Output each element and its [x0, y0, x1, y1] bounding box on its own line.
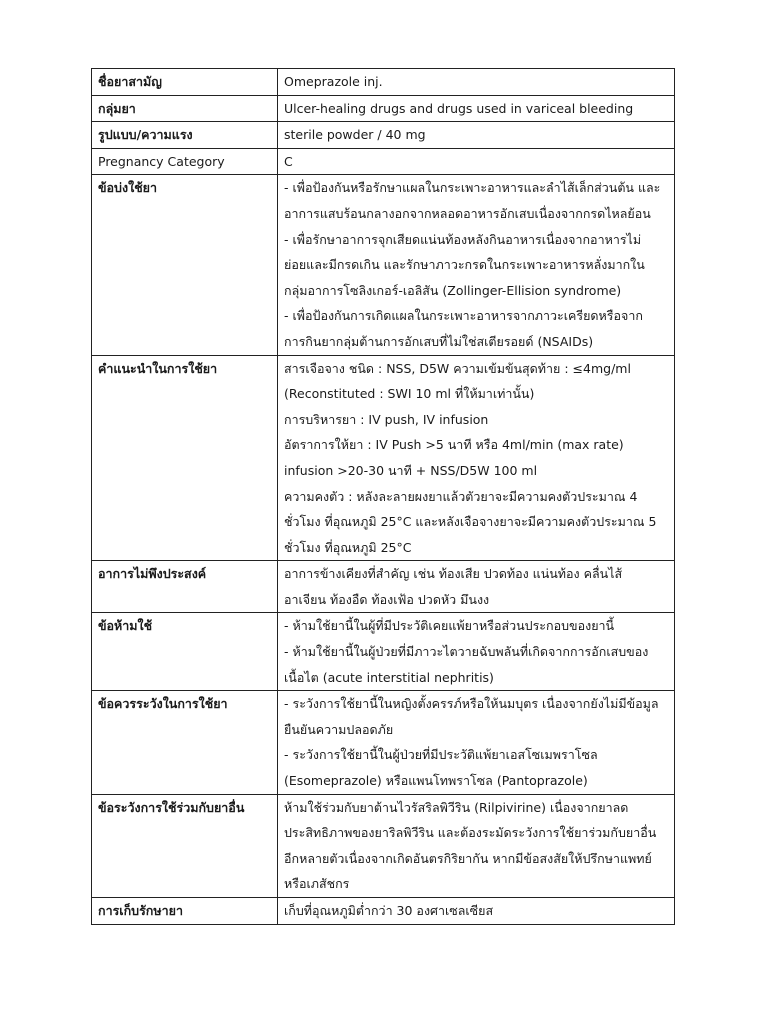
row-label: กลุ่มยา — [92, 95, 278, 122]
row-value — [278, 561, 675, 613]
row-label: ชื่อยาสามัญ — [92, 69, 278, 96]
value-line: (Esomeprazole) หรือแพนโทพราโซล (Pantoprazole) — [284, 773, 588, 789]
value-line: Omeprazole inj. — [284, 74, 383, 89]
value-line: อาการแสบร้อนกลางอกจากหลอดอาหารอักเสบเนื่องจากกรดไหลย้อน — [284, 205, 651, 221]
row-value — [278, 69, 675, 96]
value-line: เนื้อไต (acute interstitial nephritis) — [284, 669, 494, 685]
value-line: ชั่วโมง ที่อุณหภูมิ 25°C — [284, 539, 412, 555]
value-line: ยืนยันความปลอดภัย — [284, 721, 394, 737]
table-row — [92, 691, 675, 794]
row-label: ข้อระวังการใช้ร่วมกับยาอื่น — [92, 794, 278, 897]
table-row — [92, 561, 675, 613]
value-line: - ห้ามใช้ยานี้ในผู้ที่มีประวัติเคยแพ้ยาหรือส่วนประกอบของยานี้ — [284, 618, 615, 634]
table-row — [92, 95, 675, 122]
row-label: ข้อบ่งใช้ยา — [92, 175, 278, 355]
value-line: เก็บที่อุณหภูมิต่ำกว่า 30 องศาเซลเซียส — [284, 903, 494, 918]
value-line: การกินยากลุ่มต้านการอักเสบที่ไม่ใช่สเตียรอยด์ (NSAIDs) — [284, 333, 594, 349]
drug-info-table-body — [92, 69, 675, 925]
value-line: ความคงตัว : หลังละลายผงยาแล้วตัวยาจะมีความคงตัวประมาณ 4 — [284, 488, 638, 504]
row-label: ข้อห้ามใช้ — [92, 613, 278, 691]
value-line: infusion >20-30 นาที + NSS/D5W 100 ml — [284, 462, 538, 478]
value-line: อาการข้างเคียงที่สำคัญ เช่น ท้องเสีย ปวดท้อง แน่นท้อง คลื่นไส้ — [284, 566, 623, 582]
row-label: รูปแบบ/ความแรง — [92, 122, 278, 149]
value-line: - ห้ามใช้ยานี้ในผู้ป่วยที่มีภาวะไตวายฉับพลันที่เกิดจากการอักเสบของ — [284, 644, 649, 660]
value-line: หรือเภสัชกร — [284, 876, 350, 892]
value-line: Ulcer-healing drugs and drugs used in variceal bleeding — [284, 100, 634, 116]
row-label: ข้อควรระวังในการใช้ยา — [92, 691, 278, 794]
row-value — [278, 691, 675, 794]
value-line: - เพื่อป้องกันการเกิดแผลในกระเพาะอาหารจากภาวะเครียดหรือจาก — [284, 308, 643, 324]
row-value — [278, 898, 675, 925]
row-value — [278, 355, 675, 561]
row-value — [278, 613, 675, 691]
value-line: กลุ่มอาการโซลิงเกอร์-เอลิสัน (Zollinger-Ellision syndrome) — [284, 282, 622, 298]
row-value — [278, 122, 675, 149]
value-line: อัตราการให้ยา : IV Push >5 นาที หรือ 4ml/min (max rate) — [284, 437, 624, 453]
table-row — [92, 122, 675, 149]
value-line: สารเจือจาง ชนิด : NSS, D5W ความเข้มข้นสุดท้าย : ≤4mg/ml — [284, 360, 631, 376]
value-line: C — [284, 153, 293, 169]
row-value — [278, 794, 675, 897]
drug-info-table — [91, 68, 675, 925]
row-value — [278, 175, 675, 355]
table-row — [92, 794, 675, 897]
table-row — [92, 898, 675, 925]
value-line: ย่อยและมีกรดเกิน และรักษาภาวะกรดในกระเพาะอาหารหลั่งมากใน — [284, 257, 645, 273]
table-row — [92, 355, 675, 561]
value-line: การบริหารยา : IV push, IV infusion — [284, 411, 489, 427]
value-line: อีกหลายตัวเนื่องจากเกิดอันตรกิริยากัน หากมีข้อสงสัยให้ปรึกษาแพทย์ — [284, 850, 652, 866]
table-row — [92, 175, 675, 355]
value-line: - ระวังการใช้ยานี้ในผู้ป่วยที่มีประวัติแพ้ยาเอสโซเมพราโซล — [284, 747, 598, 763]
row-label: อาการไม่พึงประสงค์ — [92, 561, 278, 613]
value-line: ห้ามใช้ร่วมกับยาต้านไวรัสริลพิวีริน (Rilpivirine) เนื่องจากยาลด — [284, 799, 629, 815]
value-line: อาเจียน ท้องอืด ท้องเฟ้อ ปวดหัว มึนงง — [284, 591, 490, 607]
table-row — [92, 613, 675, 691]
value-line: ชั่วโมง ที่อุณหภูมิ 25°C และหลังเจือจางยาจะมีความคงตัวประมาณ 5 — [284, 514, 657, 530]
value-line: - เพื่อป้องกันหรือรักษาแผลในกระเพาะอาหารและลำไส้เล็กส่วนต้น และ — [284, 180, 661, 196]
value-line: sterile powder / 40 mg — [284, 127, 426, 143]
value-line: - เพื่อรักษาอาการจุกเสียดแน่นท้องหลังกินอาหารเนื่องจากอาหารไม่ — [284, 231, 642, 247]
row-label: การเก็บรักษายา — [92, 898, 278, 925]
value-line: - ระวังการใช้ยานี้ในหญิงตั้งครรภ์หรือให้นมบุตร เนื่องจากยังไม่มีข้อมูล — [284, 696, 659, 712]
row-value — [278, 95, 675, 122]
value-line: (Reconstituted : SWI 10 ml ที่ให้มาเท่านั้น) — [284, 386, 535, 402]
table-row — [92, 148, 675, 175]
row-label: คำแนะนำในการใช้ยา — [92, 355, 278, 561]
value-line: ประสิทธิภาพของยาริลพิวีริน และต้องระมัดระวังการใช้ยาร่วมกับยาอื่น — [284, 825, 657, 841]
row-value — [278, 148, 675, 175]
table-row — [92, 69, 675, 96]
row-label: Pregnancy Category — [92, 148, 278, 175]
